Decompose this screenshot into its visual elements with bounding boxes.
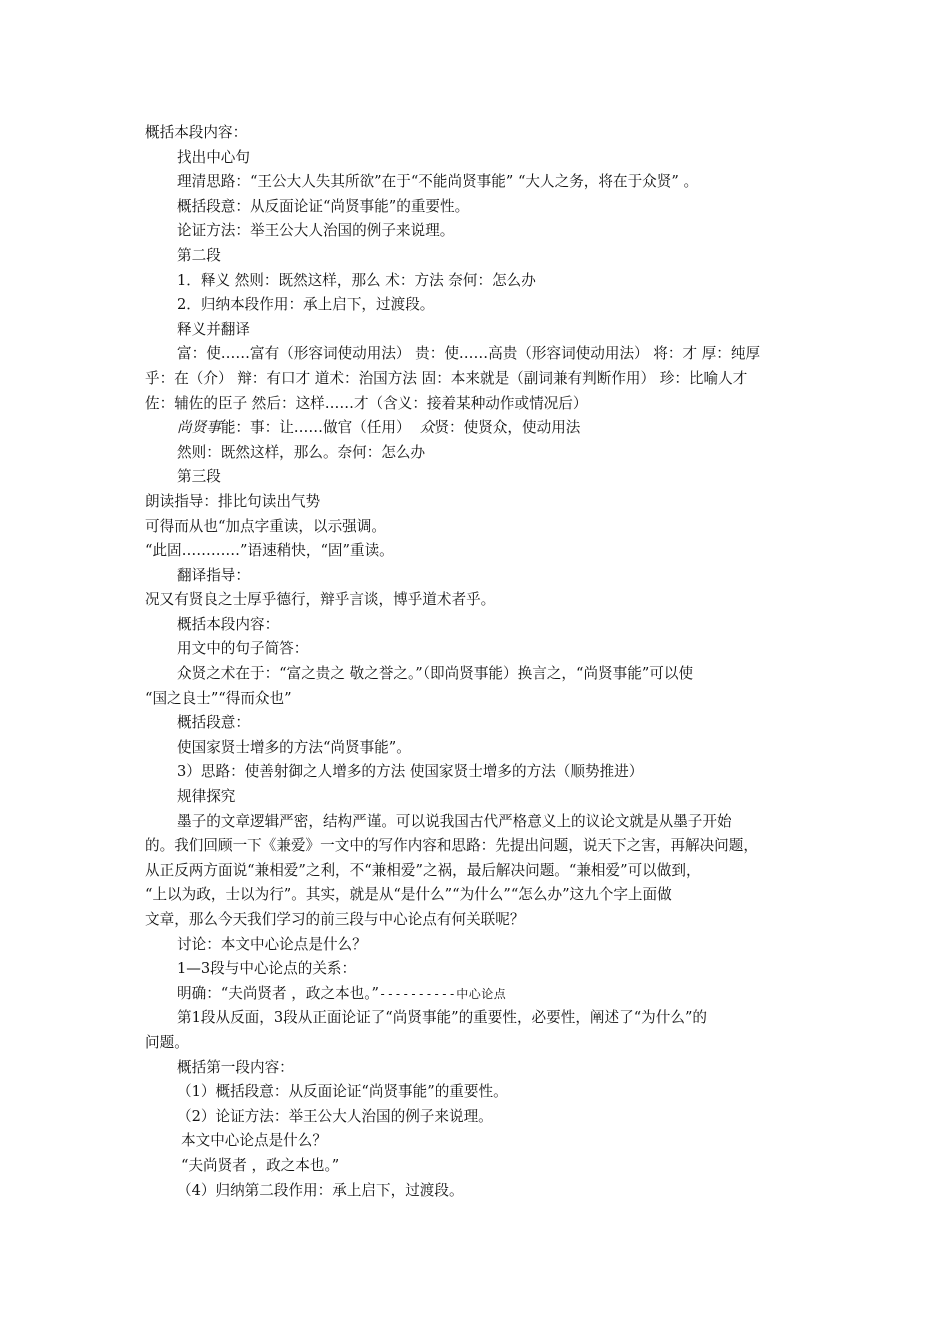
text-line: （1）概括段意：从反面论证“尚贤事能”的重要性。 (177, 1083, 508, 1101)
text-line: 本文中心论点是什么？ (181, 1132, 327, 1150)
text-line: 概括本段内容： (145, 124, 248, 141)
text-line: 概括本段内容： (177, 615, 280, 633)
text-line: 从正反两方面说“兼相爱”之利，不“兼相爱”之祸，最后解决问题。“兼相爱”可以做到， (145, 861, 701, 879)
text-line: 问题。 (145, 1033, 189, 1051)
text-line: 3）思路：使善射御之人增多的方法 使国家贤士增多的方法（顺势推进） (177, 763, 644, 781)
text-line: 找出中心句 (177, 148, 250, 166)
italic-term: 事 (206, 419, 221, 437)
text-line: 释义并翻译 (177, 320, 250, 338)
text-line: 墨子的文章逻辑严密，结构严谨。可以说我国古代严格意义上的议论文就是从墨子开始 (177, 812, 732, 830)
text-line: 1．释义 然则：既然这样，那么 术：方法 奈何：怎么办 (177, 271, 536, 289)
text-line: 2．归纳本段作用：承上启下，过渡段。 (177, 296, 435, 314)
text-line: 乎：在（介） 辩：有口才 道术：治国方法 固：本来就是（副词兼有判断作用） 珍：比喻人才 (145, 369, 748, 387)
text-line: 众贤之术在于：“富之贵之 敬之誉之。”（即尚贤事能）换言之，“尚贤事能”可以使 (177, 665, 694, 683)
text-line: 可得而从也“加点字重读，以示强调。 (145, 517, 386, 535)
term-gloss: 贤：使贤众，使动用法 (434, 419, 581, 437)
text-line: 文章，那么今天我们学习的前三段与中心论点有何关联呢？ (145, 911, 525, 928)
text-line: 规律探究 (177, 788, 236, 806)
text-line: “此固…………”语速稍快，“固”重读。 (145, 542, 394, 560)
text-line: 况又有贤良之士厚乎德行，辩乎言谈，博乎道术者乎。 (145, 591, 496, 609)
text-line: “国之良士”“得而众也” (145, 689, 292, 707)
clarify-text: 明确：“夫尚贤者 ，政之本也。” (177, 984, 379, 1002)
text-line: 佐：辅佐的臣子 然后：这样……才（含义：接着某种动作或情况后） (145, 394, 588, 412)
italic-term: 尚贤 (177, 419, 207, 437)
text-line: （4）归纳第二段作用：承上启下，过渡段。 (177, 1181, 464, 1199)
text-line: 朗读指导：排比句读出气势 (145, 492, 321, 510)
document-body (145, 121, 805, 1203)
text-line: （2）论证方法：举王公大人治国的例子来说理。 (177, 1107, 493, 1125)
text-line: 概括段意：从反面论证“尚贤事能”的重要性。 (177, 197, 470, 215)
text-line (145, 982, 805, 1007)
text-line: 用文中的句子简答： (177, 640, 309, 658)
text-line: 论证方法：举王公大人治国的例子来说理。 (177, 222, 455, 240)
text-line: 概括段意： (177, 714, 250, 732)
italic-term: 众 (419, 419, 435, 437)
text-line: “夫尚贤者 ，政之本也。” (181, 1156, 340, 1174)
text-line: 然则：既然这样，那么。奈何：怎么办 (177, 443, 426, 461)
text-line: 1—3段与中心论点的关系： (177, 960, 357, 978)
section-heading: 第三段 (177, 468, 221, 486)
section-heading: 第二段 (177, 246, 221, 264)
text-line (145, 416, 805, 441)
text-line: “上以为政，士以为行”。其实，就是从“是什么”“为什么”“怎么办”这九个字上面做 (145, 886, 672, 904)
text-line: 第1段从反面，3段从正面论证了“尚贤事能”的重要性，必要性，阐述了“为什么”的 (177, 1009, 708, 1027)
term-gloss: 能：事：让……做官（任用） (220, 419, 411, 437)
text-line: 理清思路：“王公大人失其所欲”在于“不能尚贤事能” “大人之务，将在于众贤” 。 (177, 173, 699, 191)
text-line: 翻译指导： (177, 566, 250, 584)
text-line: 使国家贤士增多的方法“尚贤事能”。 (177, 738, 411, 756)
central-thesis-label: ----------中心论点 (378, 986, 507, 1001)
text-line: 富：使……富有（形容词使动用法） 贵：使……高贵（形容词使动用法） 将：才 厚：纯厚 (177, 345, 761, 363)
text-line: 概括第一段内容： (177, 1058, 294, 1076)
text-line: 讨论：本文中心论点是什么？ (177, 935, 367, 953)
text-line: 的。我们回顾一下《兼爱》一文中的写作内容和思路：先提出问题，说天下之害，再解决问题， (145, 837, 758, 855)
